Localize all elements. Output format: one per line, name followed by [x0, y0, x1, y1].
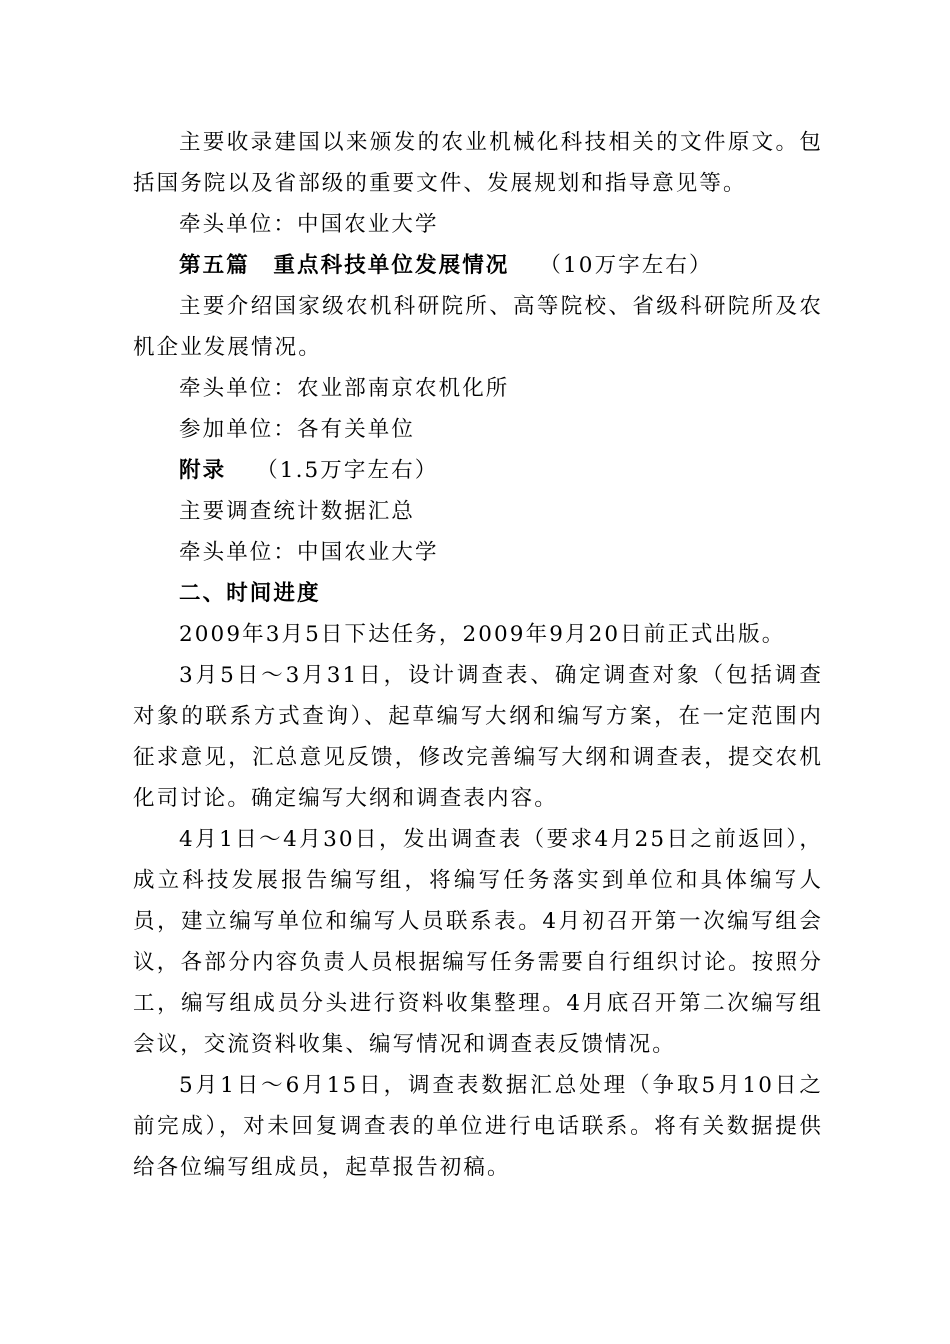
lead-unit-line: 牵头单位：农业部南京农机化所: [179, 376, 510, 401]
appendix-heading: [133, 450, 823, 491]
paragraph-schedule-april: 4月1日～4月30日，发出调查表（要求4月25日之前返回），成立科技发展报告编写组，将编写任务落实到单位和具体编写人员，建立编写单位和编写人员联系表。4月初召开第一次编写组会议，各部分内容负责人员根据编写任务需要自行组织讨论。按照分工，编写组成员分头进行资料收集整理。4月底召开第二次编写组会议，交流资料收集、编写情况和调查表反馈情况。: [133, 827, 823, 1057]
document-body: [133, 122, 823, 1188]
section-two-heading: 二、时间进度: [179, 581, 321, 606]
paragraph-schedule-march: 3月5日～3月31日，设计调查表、确定调查对象（包括调查对象的联系方式查询）、起草编写大纲和编写方案，在一定范围内征求意见，汇总意见反馈，修改完善编写大纲和调查表，提交农机化司讨论。确定编写大纲和调查表内容。: [133, 663, 823, 811]
paragraph-schedule-overview: 2009年3月5日下达任务，2009年9月20日前正式出版。: [179, 622, 786, 647]
appendix-word-count: （1.5万字左右）: [256, 458, 439, 483]
participating-unit-line: 参加单位：各有关单位: [179, 417, 416, 442]
lead-unit-line: 牵头单位：中国农业大学: [179, 540, 439, 565]
chapter-five-heading: [133, 245, 823, 286]
paragraph-documents-scope: 主要收录建国以来颁发的农业机械化科技相关的文件原文。包括国务院以及省部级的重要文件、发展规划和指导意见等。: [133, 130, 823, 196]
paragraph-appendix-scope: 主要调查统计数据汇总: [179, 499, 416, 524]
appendix-title: 附录: [179, 458, 227, 483]
chapter-five-title: 第五篇 重点科技单位发展情况: [179, 253, 510, 278]
paragraph-chapter-five-scope: 主要介绍国家级农机科研院所、高等院校、省级科研院所及农机企业发展情况。: [133, 294, 823, 360]
chapter-five-word-count: （10万字左右）: [539, 253, 713, 278]
lead-unit-line: 牵头单位：中国农业大学: [179, 212, 439, 237]
paragraph-schedule-may-june: 5月1日～6月15日，调查表数据汇总处理（争取5月10日之前完成），对未回复调查表的单位进行电话联系。将有关数据提供给各位编写组成员，起草报告初稿。: [133, 1073, 823, 1180]
